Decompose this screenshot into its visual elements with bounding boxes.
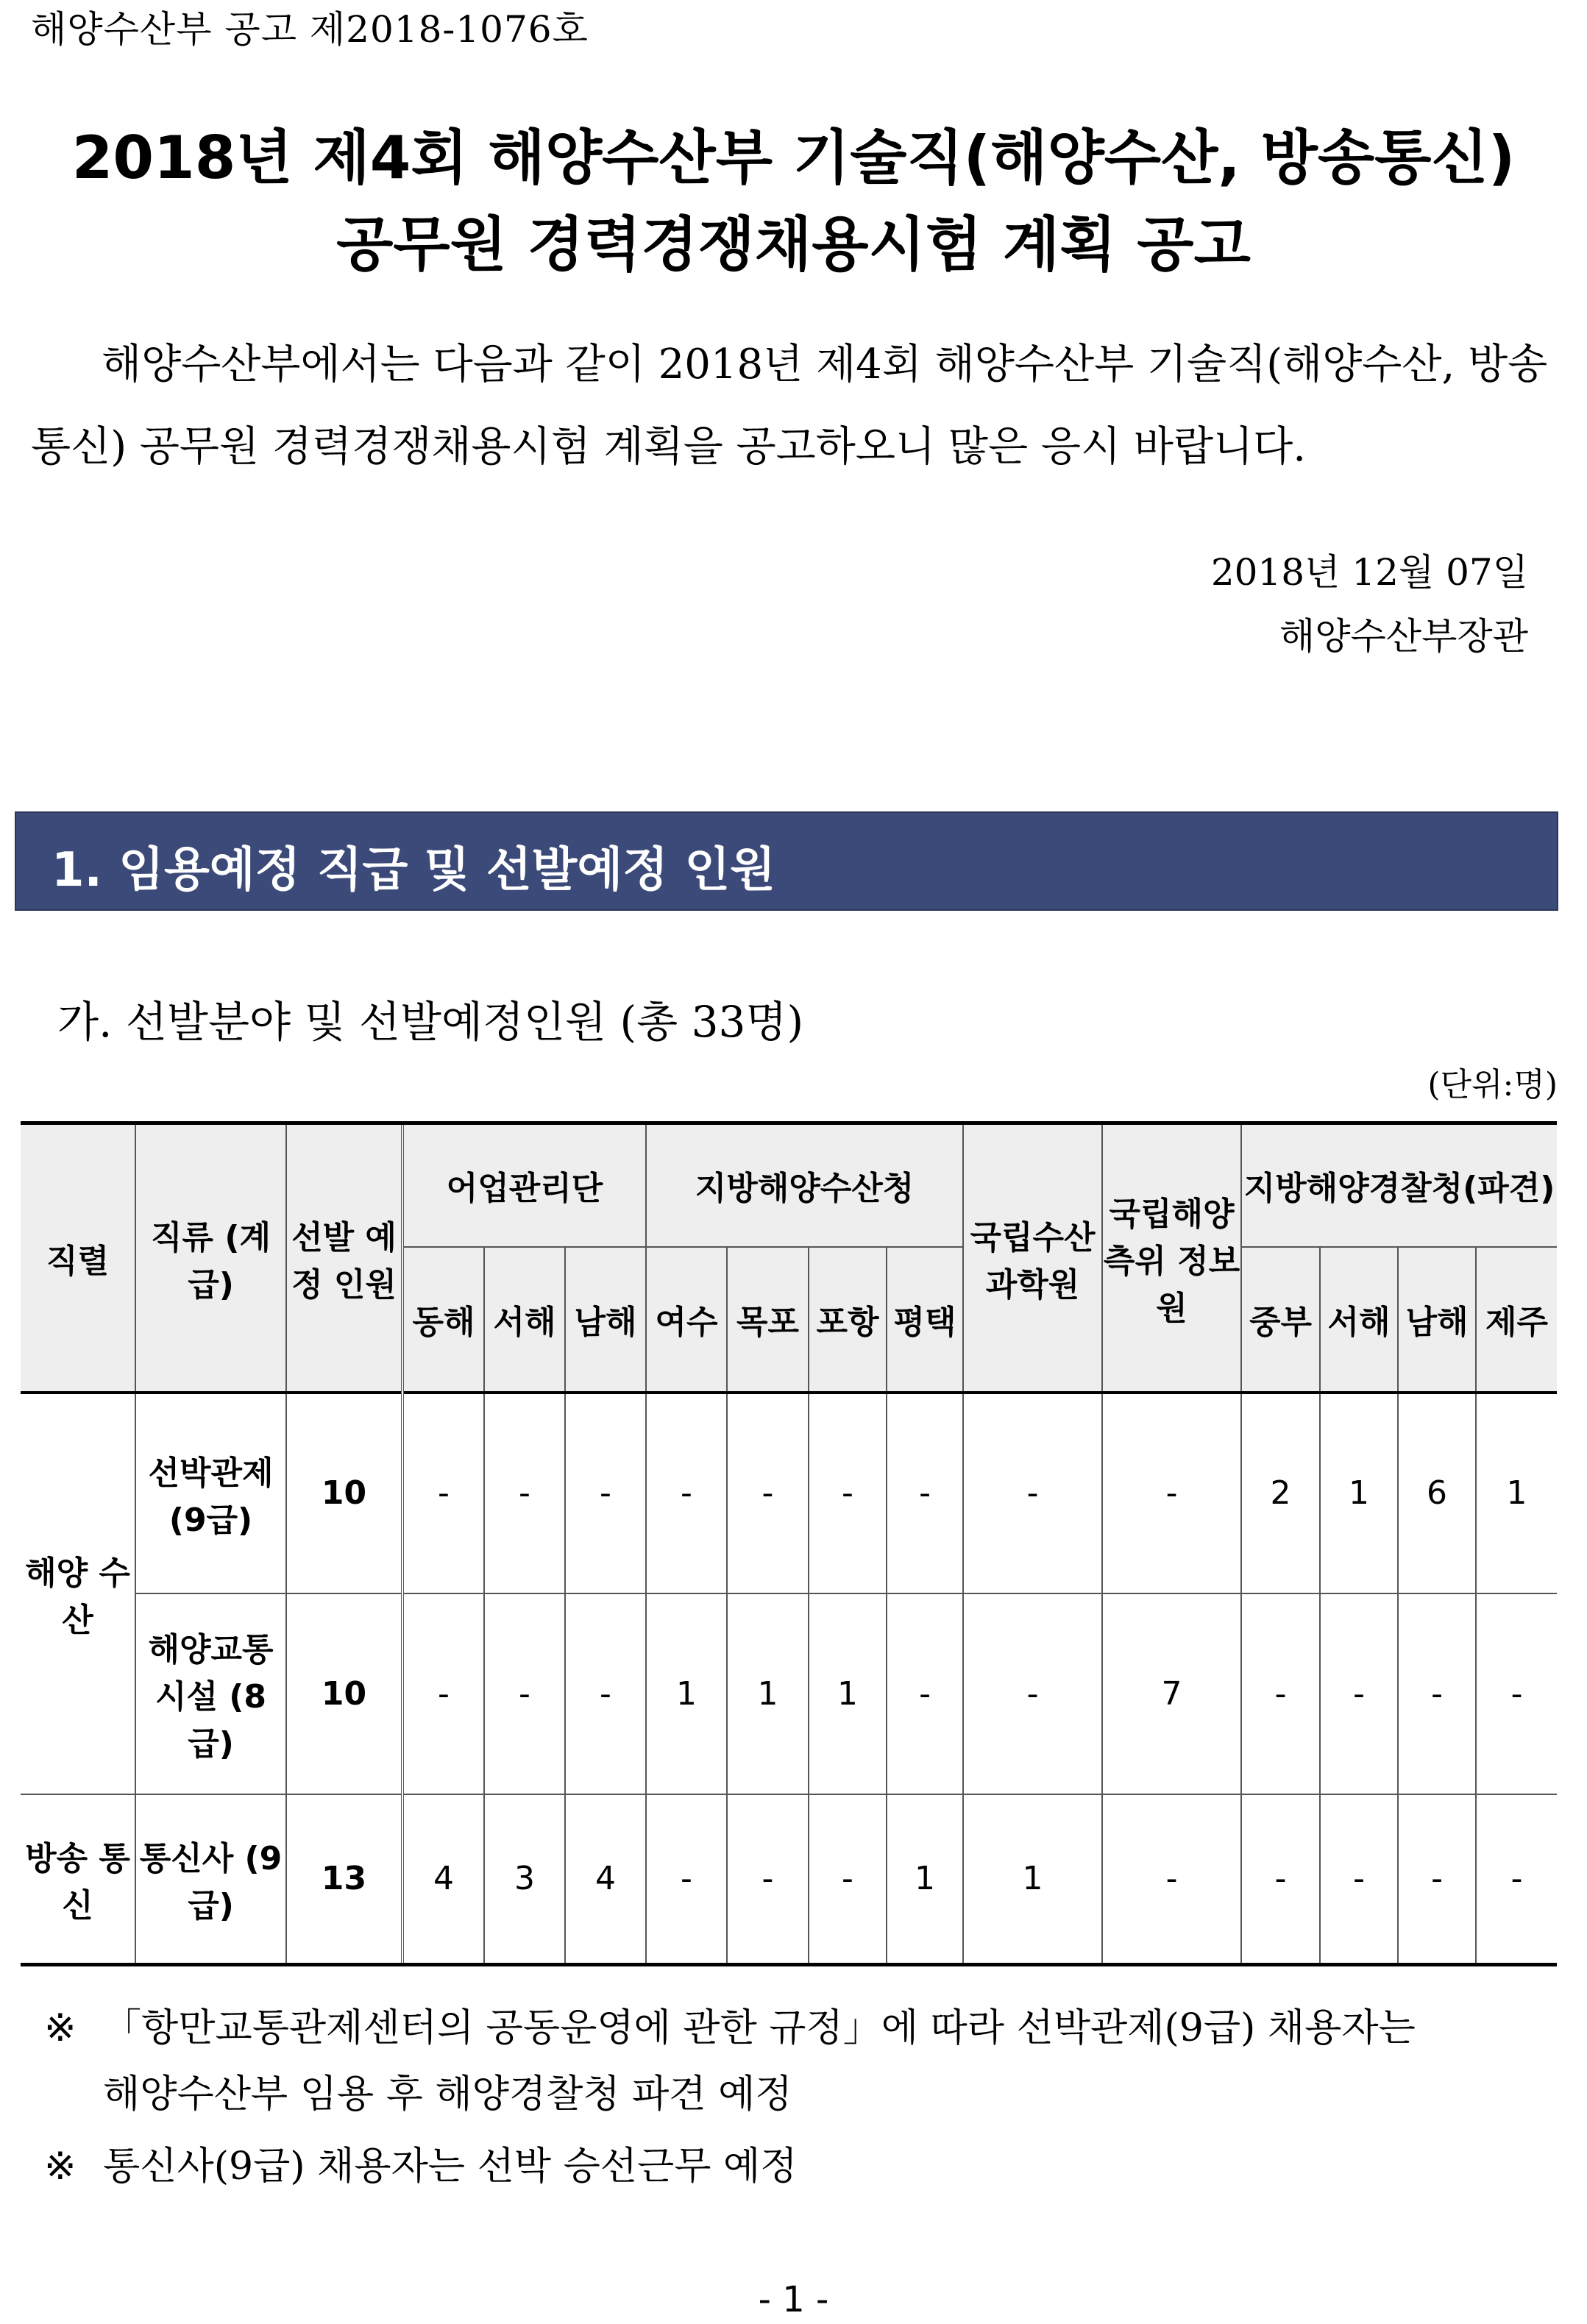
header-group-fisheries: 어업관리단 bbox=[402, 1123, 646, 1247]
header-series: 직렬 bbox=[21, 1123, 135, 1393]
value-cell: - bbox=[565, 1393, 646, 1593]
series-cell: 방송 통신 bbox=[21, 1794, 135, 1965]
notice-number: 해양수산부 공고 제2018-1076호 bbox=[31, 8, 589, 51]
value-cell: 1 bbox=[646, 1593, 727, 1794]
total-cell: 10 bbox=[286, 1593, 402, 1794]
notice-date: 2018년 12월 07일 bbox=[1210, 551, 1528, 594]
document-title-line2: 공무원 경력경쟁채용시험 계획 공고 bbox=[336, 210, 1251, 279]
header-planned: 선발 예정 인원 bbox=[286, 1123, 402, 1393]
header-group-regional: 지방해양수산청 bbox=[646, 1123, 963, 1247]
value-cell: - bbox=[727, 1794, 809, 1965]
value-cell: 1 bbox=[1476, 1393, 1557, 1593]
value-cell: - bbox=[1102, 1794, 1241, 1965]
total-cell: 13 bbox=[286, 1794, 402, 1965]
document-title-line1: 2018년 제4회 해양수산부 기술직(해양수산, 방송통신) bbox=[71, 124, 1516, 192]
value-cell: - bbox=[1476, 1794, 1557, 1965]
subheader-cell: 동해 bbox=[402, 1247, 484, 1393]
table-row bbox=[21, 1593, 1557, 1794]
value-cell: 7 bbox=[1102, 1593, 1241, 1794]
value-cell: - bbox=[1102, 1393, 1241, 1593]
class-cell: 통신사 (9급) bbox=[135, 1794, 286, 1965]
value-cell: - bbox=[646, 1393, 727, 1593]
table-row bbox=[21, 1794, 1557, 1965]
value-cell: - bbox=[727, 1393, 809, 1593]
note-2 bbox=[44, 2133, 798, 2200]
subheader-cell: 여수 bbox=[646, 1247, 727, 1393]
subheader-cell: 포항 bbox=[809, 1247, 887, 1393]
value-cell: 1 bbox=[887, 1794, 963, 1965]
value-cell: - bbox=[402, 1393, 484, 1593]
value-cell: - bbox=[1476, 1593, 1557, 1794]
value-cell: 2 bbox=[1241, 1393, 1320, 1593]
value-cell: - bbox=[1320, 1794, 1398, 1965]
value-cell: - bbox=[963, 1393, 1102, 1593]
subheader-cell: 서해 bbox=[484, 1247, 565, 1393]
series-cell: 해양 수산 bbox=[21, 1393, 135, 1794]
value-cell: - bbox=[1320, 1593, 1398, 1794]
value-cell: - bbox=[1241, 1794, 1320, 1965]
note-2-text: 통신사(9급) 채용자는 선박 승선근무 예정 bbox=[103, 2144, 798, 2189]
subheader-cell: 평택 bbox=[887, 1247, 963, 1393]
value-cell: - bbox=[809, 1393, 887, 1593]
subheader-cell: 남해 bbox=[565, 1247, 646, 1393]
page-number: - 1 - bbox=[758, 2279, 829, 2320]
value-cell: 6 bbox=[1398, 1393, 1476, 1593]
header-group-coastguard: 지방해양경찰청(파견) bbox=[1241, 1123, 1557, 1247]
value-cell: - bbox=[1398, 1794, 1476, 1965]
table-row bbox=[21, 1393, 1557, 1593]
value-cell: - bbox=[402, 1593, 484, 1794]
header-khoa: 국립해양 측위 정보원 bbox=[1102, 1123, 1241, 1393]
value-cell: 1 bbox=[809, 1593, 887, 1794]
value-cell: 4 bbox=[402, 1794, 484, 1965]
reference-mark: ※ bbox=[44, 2006, 77, 2050]
note-1-line1: 「항만교통관제센터의 공동운영에 관한 규정」에 따라 선박관제(9급) 채용자는 bbox=[103, 2006, 1416, 2050]
subheading: 가. 선발분야 및 선발예정인원 (총 33명) bbox=[57, 997, 804, 1047]
subheader-cell: 서해 bbox=[1320, 1247, 1398, 1393]
value-cell: 1 bbox=[963, 1794, 1102, 1965]
value-cell: - bbox=[1241, 1593, 1320, 1794]
subheader-cell: 남해 bbox=[1398, 1247, 1476, 1393]
value-cell: - bbox=[963, 1593, 1102, 1794]
value-cell: 4 bbox=[565, 1794, 646, 1965]
issuer: 해양수산부장관 bbox=[1279, 615, 1528, 658]
intro-text: 해양수산부에서는 다음과 같이 2018년 제4회 해양수산부 기술직(해양수산, 방송통신) 공무원 경력경쟁채용시험 계획을 공고하오니 많은 응시 바랍니다. bbox=[31, 341, 1548, 471]
header-class: 직류 (계급) bbox=[135, 1123, 286, 1393]
section-heading: 1. 임용예정 직급 및 선발예정 인원 bbox=[52, 843, 775, 898]
reference-mark: ※ bbox=[44, 2144, 77, 2189]
subheader-cell: 중부 bbox=[1241, 1247, 1320, 1393]
value-cell: - bbox=[484, 1393, 565, 1593]
value-cell: - bbox=[887, 1593, 963, 1794]
subheader-cell: 제주 bbox=[1476, 1247, 1557, 1393]
intro-paragraph bbox=[31, 324, 1558, 488]
value-cell: - bbox=[1398, 1593, 1476, 1794]
value-cell: - bbox=[887, 1393, 963, 1593]
note-1 bbox=[44, 1995, 1416, 2128]
value-cell: 1 bbox=[1320, 1393, 1398, 1593]
note-1-line2: 해양수산부 임용 후 해양경찰청 파견 예정 bbox=[103, 2072, 792, 2117]
recruitment-table bbox=[21, 1121, 1557, 1966]
total-cell: 10 bbox=[286, 1393, 402, 1593]
section-heading-bar bbox=[15, 811, 1558, 911]
value-cell: - bbox=[809, 1794, 887, 1965]
value-cell: - bbox=[646, 1794, 727, 1965]
value-cell: 3 bbox=[484, 1794, 565, 1965]
subheader-cell: 목포 bbox=[727, 1247, 809, 1393]
unit-label: (단위:명) bbox=[1427, 1066, 1558, 1104]
value-cell: 1 bbox=[727, 1593, 809, 1794]
class-cell: 선박관제 (9급) bbox=[135, 1393, 286, 1593]
class-cell: 해양교통 시설 (8급) bbox=[135, 1593, 286, 1794]
value-cell: - bbox=[565, 1593, 646, 1794]
value-cell: - bbox=[484, 1593, 565, 1794]
header-nifs: 국립수산 과학원 bbox=[963, 1123, 1102, 1393]
